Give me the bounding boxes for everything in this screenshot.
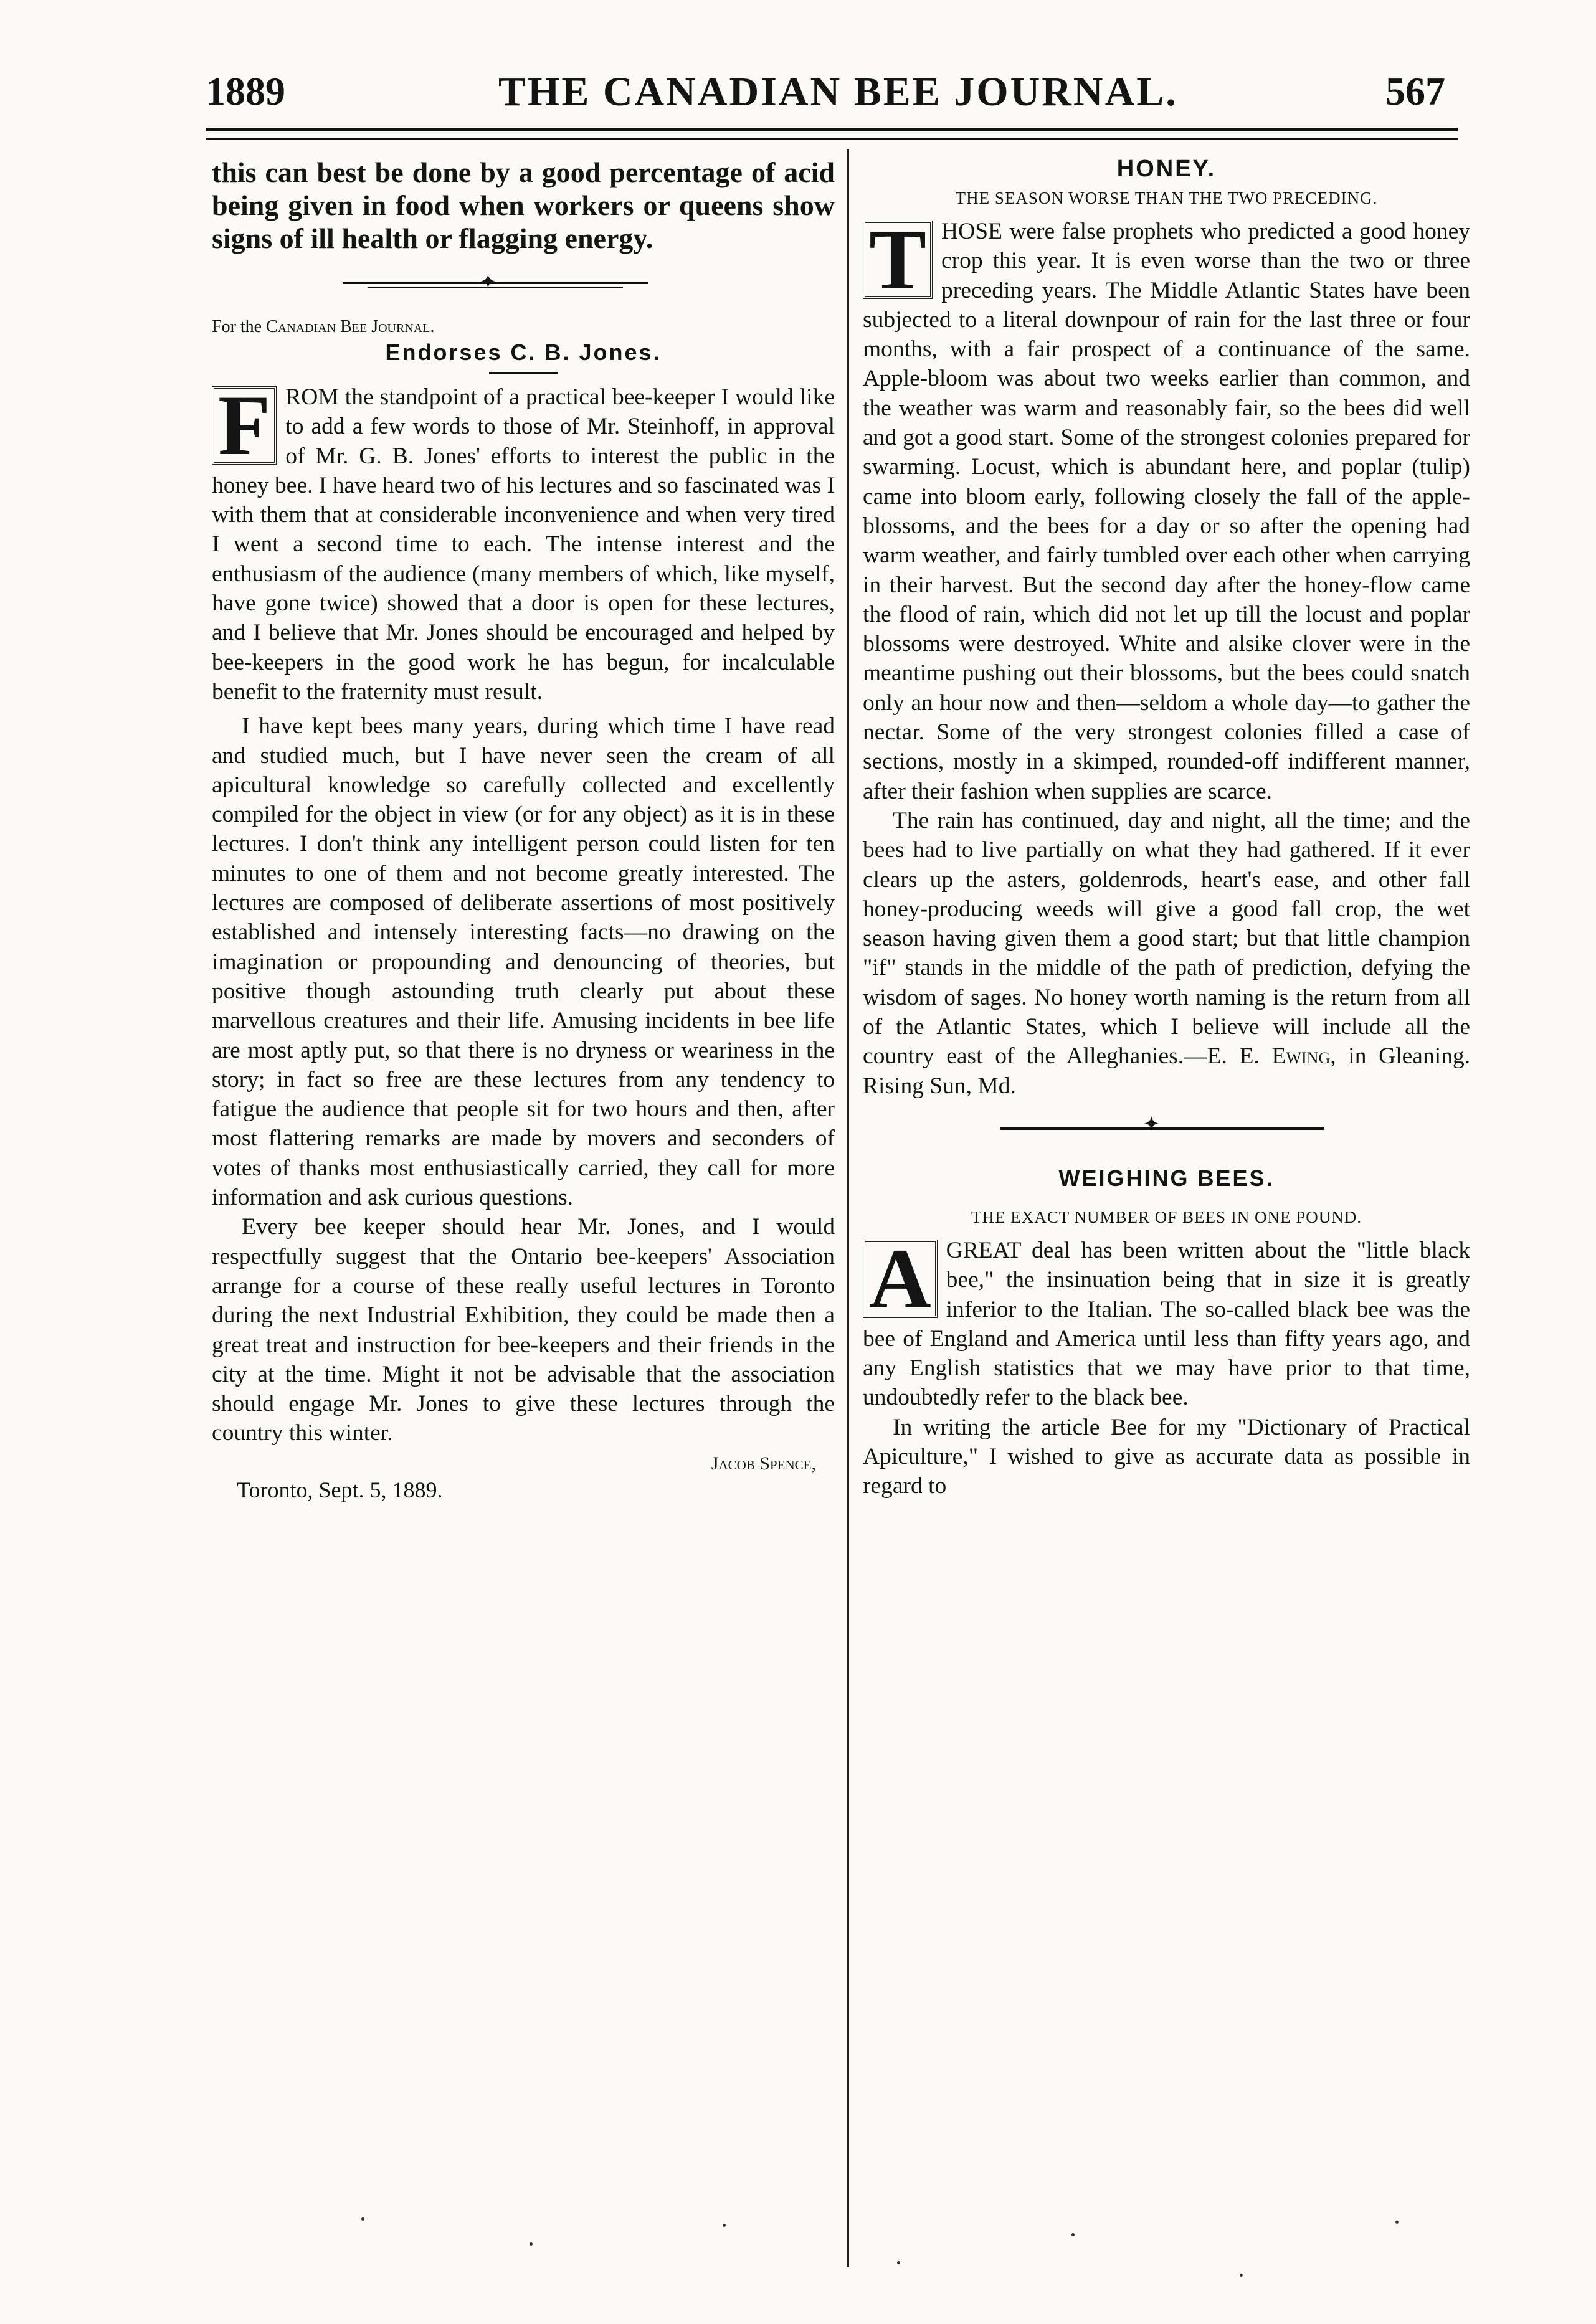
- paragraph-text: The rain has continued, day and night, all the time; and the bees had to live partially on what they had gathered. If it ever clears up the asters, goldenrods, heart's ease, and other fall honey-producing weeds will give a good fall crop, the wet season having given them a good start; but that little champion "if" stands in the middle of the path of prediction, defying the wisdom of sages. No honey worth naming is the return from all of the Atlantic States, which I believe will include all the country east of the Alleghanies.—: [863, 807, 1470, 1070]
- paragraph-text: GREAT deal has been written about the "little black bee," the insinuation being that in size it is greatly inferior to the Italian. The so-called black bee was the bee of England and America until less than fifty years ago, and any English statistics that we may have prior to that time, undoubtedly refer to the black bee.: [863, 1237, 1470, 1411]
- left-column: [212, 156, 835, 1503]
- article-paragraph-3: Every bee keeper should hear Mr. Jones, and I would respectfully suggest that the Ontario bee-keepers' Association arrange for a course of these really useful lectures in Toronto during the next Industrial Exhibition, they could be made then a great treat and instruction for bee-keepers and their friends in the city at the time. Might it not be advisable that the association should engage Mr. Jones to give these lectures through the country this winter.: [212, 1214, 835, 1446]
- scan-noise: [336, 2199, 1489, 2298]
- honey-paragraph-2: [863, 806, 1470, 1101]
- continuation-text: this can best be done by a good percentage of acid being given in food when workers or queens show signs of ill health or flagging energy.: [212, 156, 835, 254]
- article-paragraph-2: I have kept bees many years, during which time I have read and studied much, but I have never seen the cream of all apicultural knowledge so carefully collected and excellently compiled for the object in view (or for any object) as it is in these lectures. I don't think any intelligent person could listen for ten minutes to one of them and not become greatly interested. The lectures are composed of deliberate assertions of most positively established and intensely interesting facts—no drawing on the imagination or propounding and denouncing of theories, but positive though astounding truth clearly put about these marvellous creatures and their life. Amusing incidents in bee life are most aptly put, so that there is no dryness or weariness in the story; in fact so free are these lectures from any tendency to fatigue the audience that people sit for two hours and then, after most flattering remarks are made by movers and seconders of votes of thanks most enthusiastically carried, they call for more information and ask curious questions.: [212, 713, 835, 1211]
- article-paragraph-1: [212, 377, 835, 706]
- heading-rule: [489, 372, 558, 374]
- header-rule: [206, 128, 1458, 131]
- weighing-subtitle: THE EXACT NUMBER OF BEES IN ONE POUND.: [971, 1207, 1362, 1226]
- honey-paragraph-1: [863, 212, 1470, 806]
- honey-heading: HONEY.: [1116, 156, 1217, 182]
- source-text: in Gleaning. Rising Sun, Md.: [863, 1043, 1470, 1099]
- dropcap: F: [212, 386, 277, 465]
- journal-title: THE CANADIAN BEE JOURNAL.: [498, 69, 1178, 115]
- for-line-prefix: For the: [212, 317, 262, 336]
- weighing-paragraph-1: [863, 1230, 1470, 1413]
- section-divider: ✦: [863, 1116, 1470, 1141]
- column-divider: [847, 149, 849, 2267]
- article-heading: Endorses C. B. Jones.: [385, 339, 662, 365]
- dateline: Toronto, Sept. 5, 1889.: [237, 1477, 443, 1502]
- paragraph-text: HOSE were false prophets who predicted a good honey crop this year. It is even worse than the two or three preceding years. The Middle Atlantic States have been subjected to a literal downpour of rain for the last three or four months, with a fair prospect of a continuance of the same. Apple-bloom was about two weeks earlier than common, and the weather was warm and reasonably fair, so the bees did well and got a good start. Some of the strongest colonies prepared for swarming. Locust, which is abundant here, and poplar (tulip) came into bloom early, following closely the fall of the apple-blossoms, and the bees for a day or so after the opening had warm weather, and fairly tumbled over each other when carrying in their harvest. But the second day after the honey-flow came the flood of rain, which did not let up till the locust and poplar blossoms were destroyed. White and alsike clover were in the meantime pushing out their blossoms, but the bees could snatch only an hour now and then—seldom a whole day—to gather the nectar. Some of the very strongest colonies filled a case of sections, mostly in a skimped, rounded-off indifferent manner, after their fashion when supplies are scarce.: [863, 219, 1470, 804]
- ornamental-divider: ✦: [212, 267, 835, 298]
- header-rule-thin: [206, 138, 1458, 140]
- running-head: [206, 69, 1445, 125]
- for-line-journal: Canadian Bee Journal.: [266, 317, 435, 336]
- for-line: [212, 317, 835, 337]
- author-name: E. E. Ewing,: [1207, 1043, 1336, 1070]
- weighing-paragraph-2: In writing the article Bee for my "Dictionary of Practical Apiculture," I wished to give as accurate data as possible in regard to: [863, 1414, 1470, 1499]
- dropcap: T: [863, 221, 933, 299]
- page-number: 567: [1385, 69, 1445, 113]
- honey-subtitle: THE SEASON WORSE THAN THE TWO PRECEDING.: [955, 189, 1378, 207]
- header-year: 1889: [206, 69, 285, 113]
- author-signature: Jacob Spence,: [711, 1453, 816, 1474]
- weighing-heading: WEIGHING BEES.: [1058, 1165, 1275, 1191]
- right-column: [863, 156, 1470, 1501]
- paragraph-text: ROM the standpoint of a practical bee-keeper I would like to add a few words to those of Mr. Steinhoff, in approval of Mr. G. B. Jones' efforts to interest the public in the honey bee. I have heard two of his lectures and so fascinated was I with them that at considerable inconvenience and when very tired I went a second time to each. The intense interest and the enthusiasm of the audience (many members of which, like myself, have gone twice) showed that a door is open for these lectures, and I believe that Mr. Jones should be encouraged and helped by bee-keepers in the good work he has begun, for incalculable benefit to the fraternity must result.: [212, 384, 835, 704]
- dropcap: A: [863, 1240, 938, 1318]
